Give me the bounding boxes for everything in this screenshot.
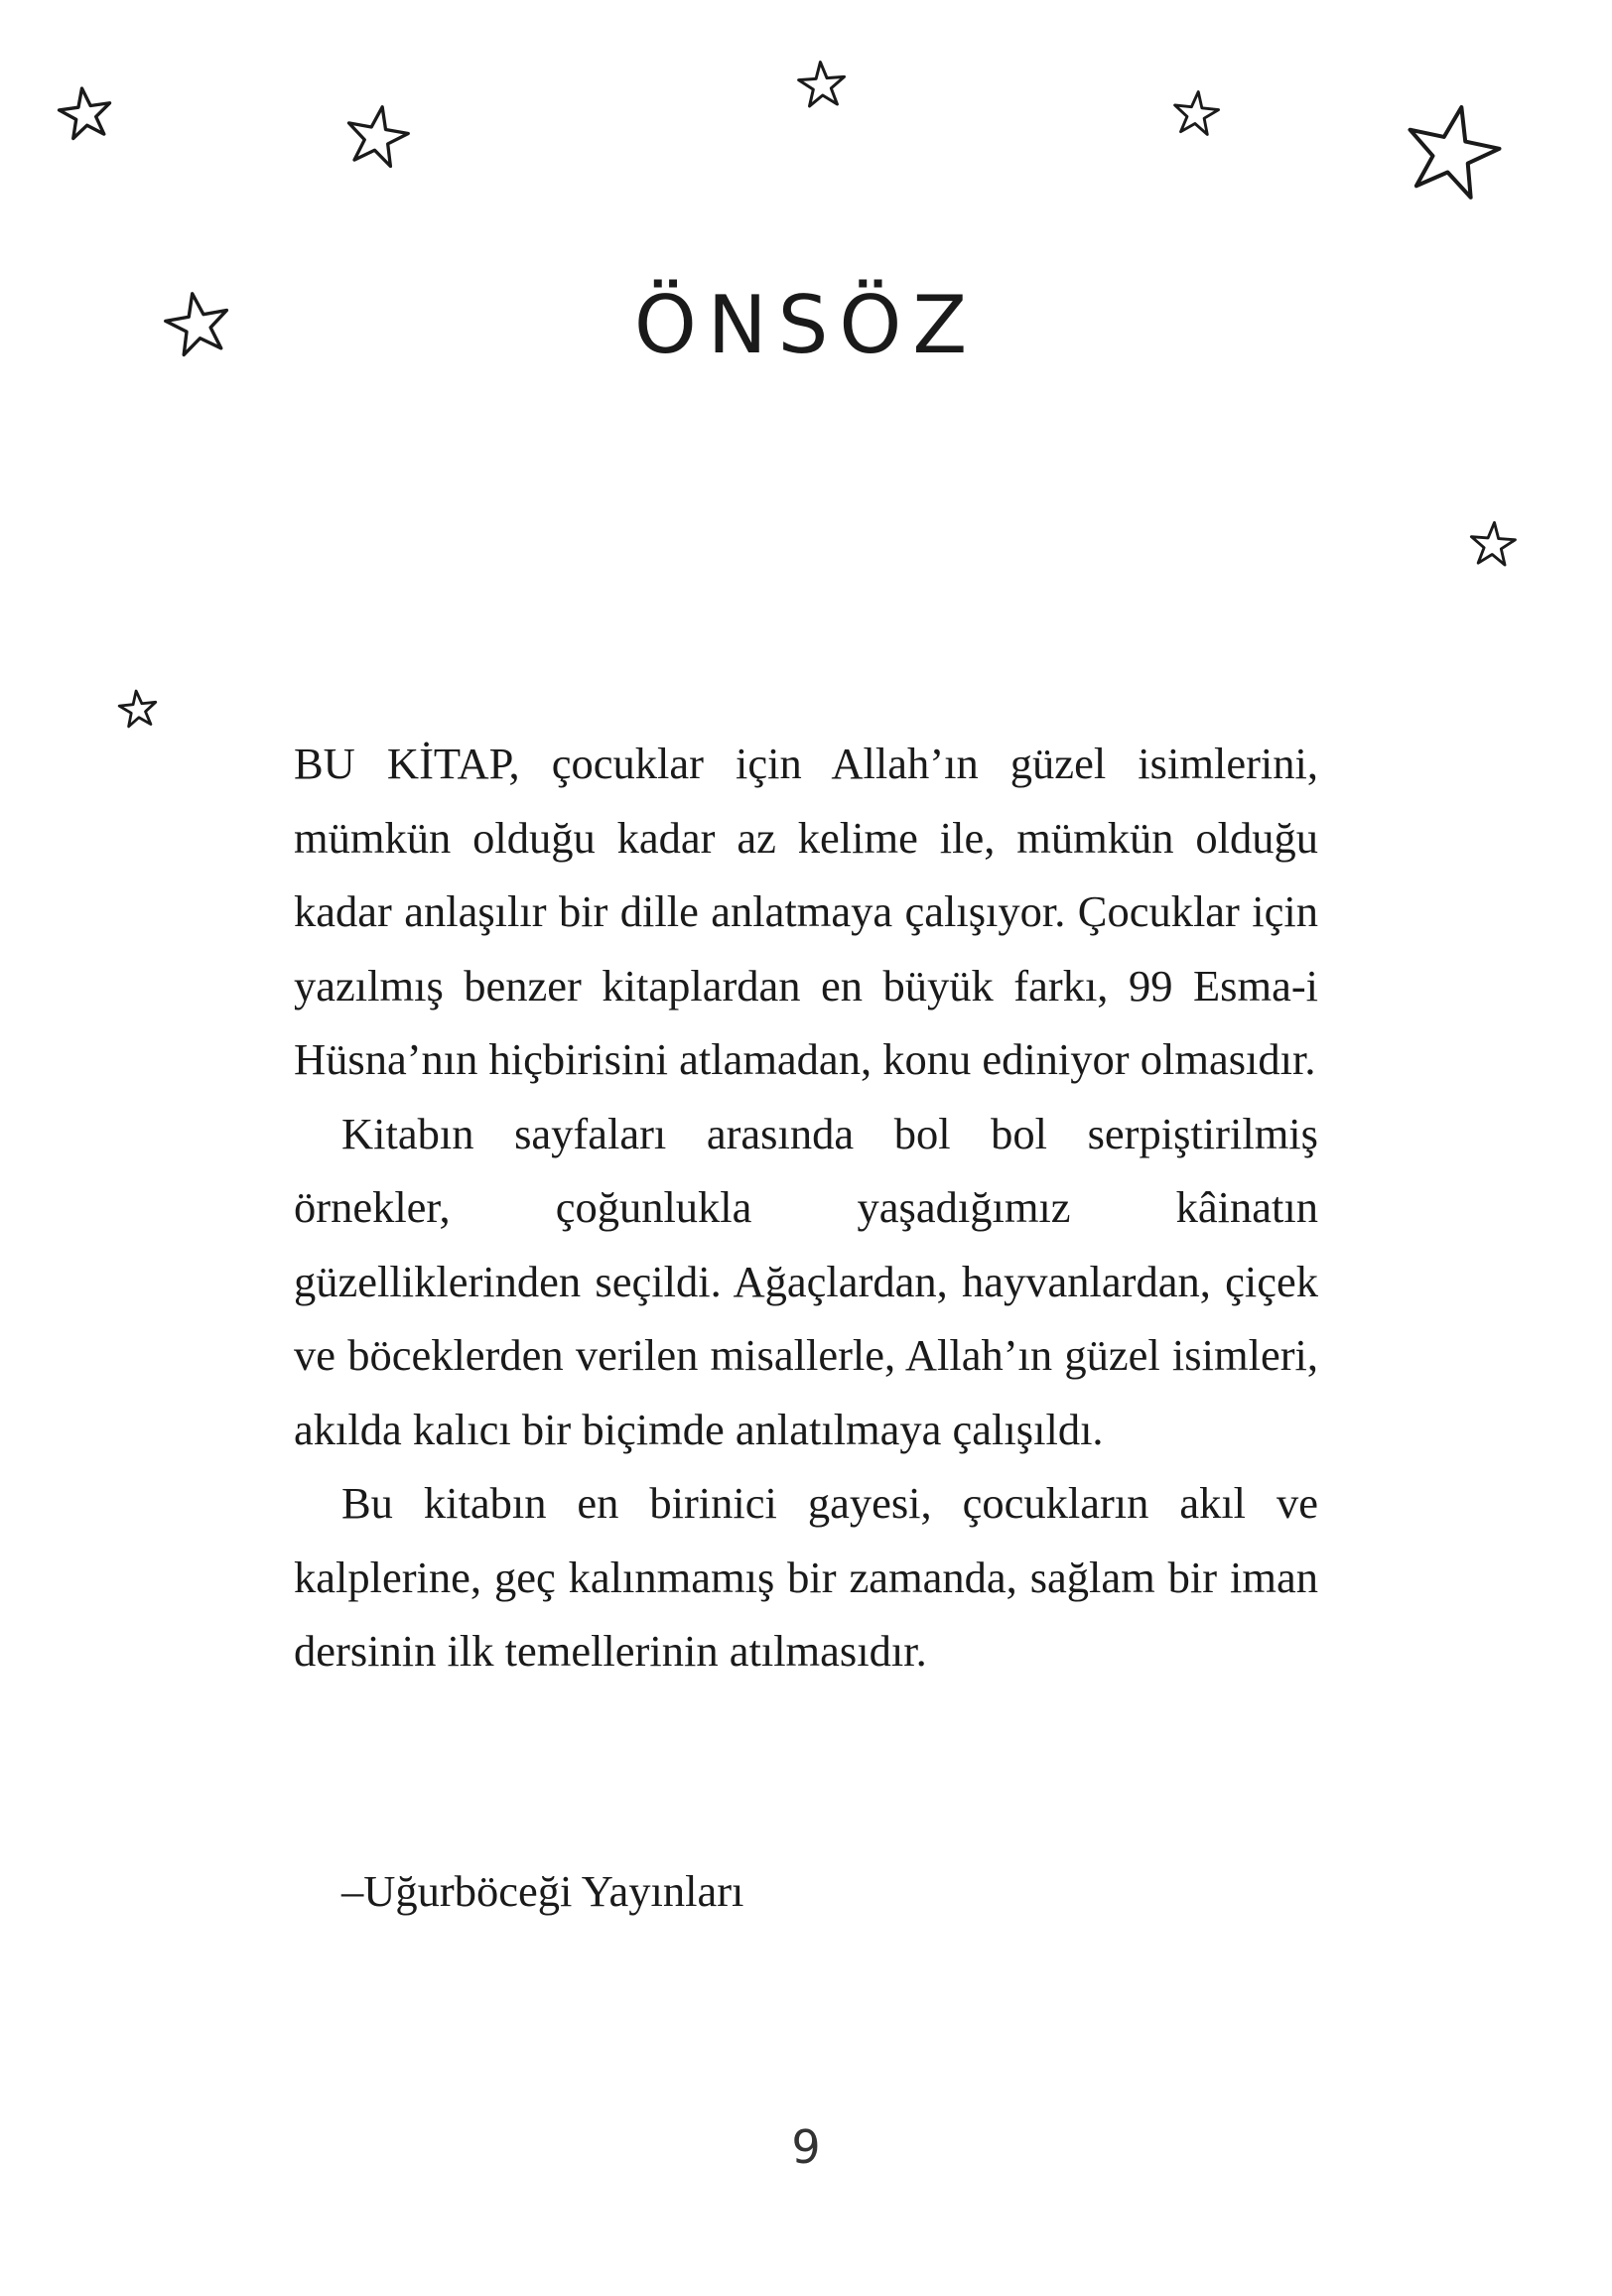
page-title: ÖNSÖZ [633, 279, 979, 371]
paragraph: Bu kitabın en birinici gayesi, çocukların akıl ve kalplerine, geç kalınmamış bir zamanda, sağlam bir iman dersinin ilk temellerinin atılmasıdır. [294, 1478, 1318, 1676]
star-icon [1398, 101, 1507, 201]
star-icon [343, 103, 411, 169]
publisher-signature: –Uğurböceği Yayınları [341, 1866, 744, 1916]
paragraph: Kitabın sayfaları arasında bol bol serpiştirilmiş örnekler, çoğunlukla yaşadığımız kâinatın güzelliklerinden seçildi. Ağaçlardan, hayvanlardan, çiçek ve böceklerden verilen misallerle, Allah’ın güzel isimleri, akılda kalıcı bir biçimde anlatılmaya çalışıldı. [294, 1108, 1318, 1454]
paragraph: BU KİTAP, çocuklar için Allah’ın güzel isimlerini, mümkün olduğu kadar az kelime ile, mümkün olduğu kadar anlaşılır bir dille anlatmaya çalışıyor. Çocuklar için yazılmış benzer kitaplardan en büyük farkı, 99 Esma-i Hüsna’nın hiçbirisini atlamadan, konu ediniyor olmasıdır. [294, 739, 1318, 1084]
star-icon [1171, 89, 1221, 137]
star-icon [1467, 520, 1519, 568]
star-icon [58, 85, 113, 141]
page-number: 9 [791, 2120, 821, 2174]
star-icon [796, 60, 848, 109]
star-icon [117, 689, 159, 729]
preface-body [294, 727, 1318, 1688]
